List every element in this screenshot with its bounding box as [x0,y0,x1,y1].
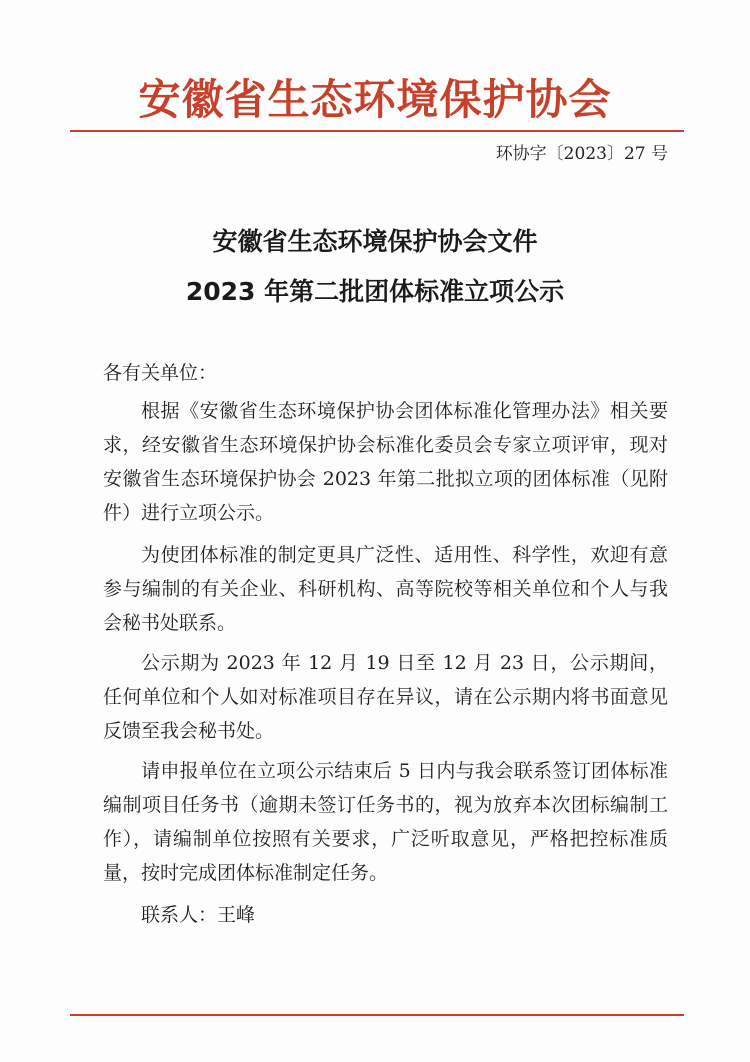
letterhead-red-rule [70,130,684,132]
footer-red-rule [70,1014,684,1016]
letterhead-org-name: 安徽省生态环境保护协会 [138,75,612,124]
paragraph: 请申报单位在立项公示结束后 5 日内与我会联系签订团体标准编制项目任务书（逾期未签订任务书的，视为放弃本次团标编制工作），请编制单位按照有关要求，广泛听取意见，严格把控标准质量，按时完成团体标准制定任务。 [103,760,668,884]
paragraph: 根据《安徽省生态环境保护协会团体标准化管理办法》相关要求，经安徽省生态环境保护协会标准化委员会专家立项评审，现对安徽省生态环境保护协会 2023 年第二批拟立项的团体标准（见附件）进行立项公示。 [103,400,668,524]
paragraph: 公示期为 2023 年 12 月 19 日至 12 月 23 日，公示期间，任何单位和个人如对标准项目存在异议，请在公示期内将书面意见反馈至我会秘书处。 [103,652,668,742]
salutation: 各有关单位： [103,362,218,384]
document-title-line2: 2023 年第二批团体标准立项公示 [185,277,565,306]
contact-person: 联系人：王峰 [141,904,256,926]
paragraph: 为使团体标准的制定更具广泛性、适用性、科学性，欢迎有意参与编制的有关企业、科研机构、高等院校等相关单位和个人与我会秘书处联系。 [103,544,668,634]
document-title-line1: 安徽省生态环境保护协会文件 [212,227,538,256]
document-number: 环协字〔2023〕27 号 [495,144,668,164]
